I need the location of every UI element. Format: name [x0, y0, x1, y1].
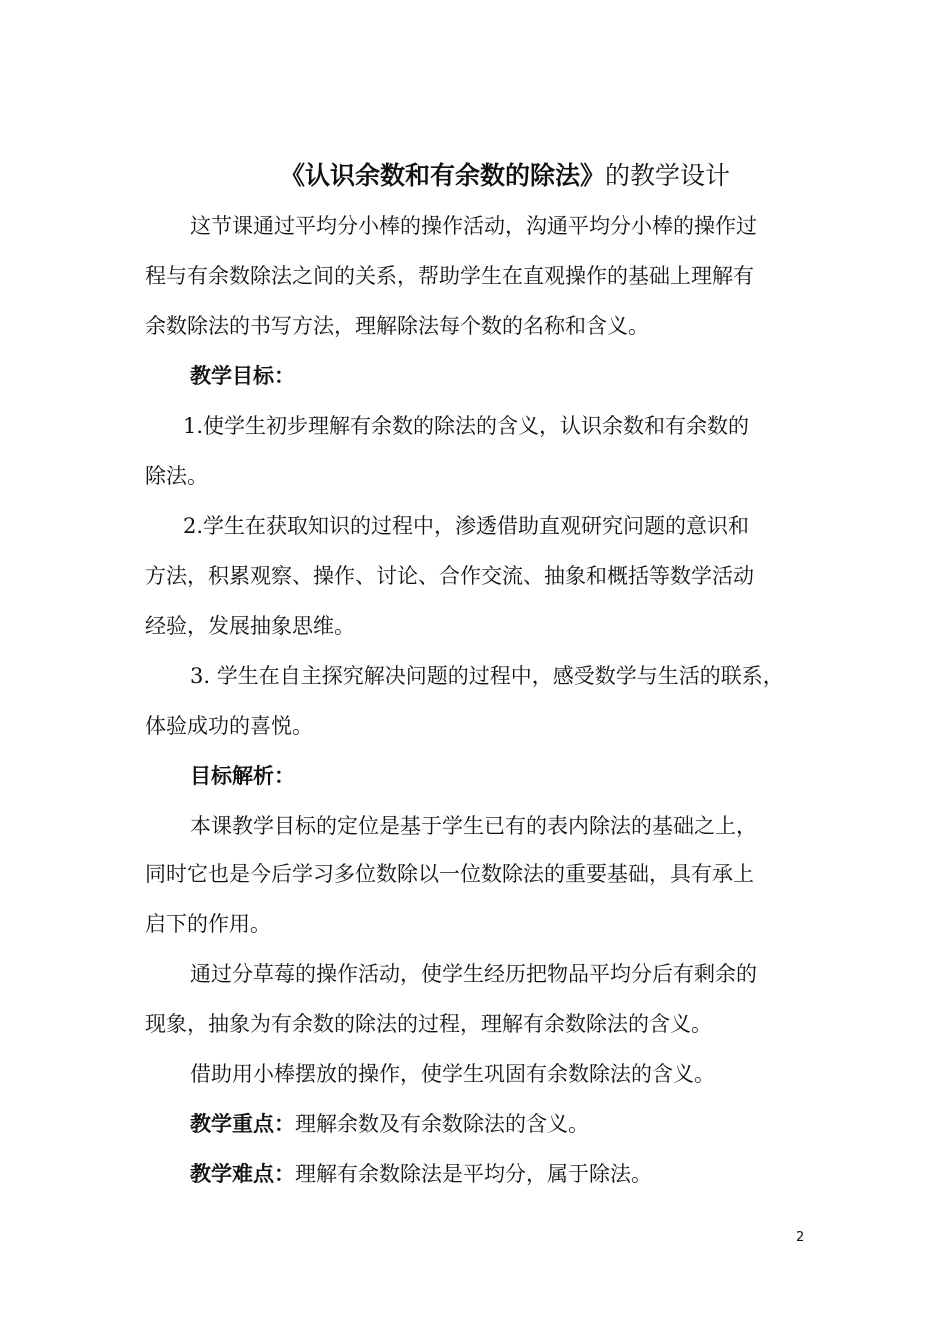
goal-2-line-2: 方法，积累观察、操作、讨论、合作交流、抽象和概括等数学活动 — [145, 564, 754, 588]
difficulty — [190, 1158, 652, 1190]
analysis-para2-line-2: 现象，抽象为有余数的除法的过程，理解有余数除法的含义。 — [145, 1012, 712, 1036]
goal-2-line-1: 2.学生在获取知识的过程中，渗透借助直观研究问题的意识和 — [183, 514, 750, 538]
analysis-para1-line-1: 本课教学目标的定位是基于学生已有的表内除法的基础之上， — [190, 814, 757, 838]
goals-heading: 教学目标： — [190, 363, 295, 388]
key-point-text: 理解余数及有余数除法的含义。 — [295, 1112, 589, 1136]
difficulty-label: 教学难点： — [190, 1161, 295, 1186]
document-title — [0, 156, 950, 196]
page-number: 2 — [796, 1230, 805, 1245]
goal-2-line-3: 经验，发展抽象思维。 — [145, 614, 355, 638]
key-point — [190, 1108, 589, 1140]
analysis-para1-line-3: 启下的作用。 — [145, 912, 271, 936]
goal-1-line-1: 1.使学生初步理解有余数的除法的含义，认识余数和有余数的 — [183, 414, 750, 438]
analysis-para2-line-1: 通过分草莓的操作活动，使学生经历把物品平均分后有剩余的 — [190, 962, 757, 986]
key-point-label: 教学重点： — [190, 1111, 295, 1136]
difficulty-text: 理解有余数除法是平均分，属于除法。 — [295, 1162, 652, 1186]
intro-line-3: 余数除法的书写方法，理解除法每个数的名称和含义。 — [145, 314, 649, 338]
intro-line-2: 程与有余数除法之间的关系，帮助学生在直观操作的基础上理解有 — [145, 264, 754, 288]
title-suffix: 的教学设计 — [605, 161, 731, 190]
goal-1-line-2: 除法。 — [145, 464, 208, 488]
analysis-para1-line-2: 同时它也是今后学习多位数除以一位数除法的重要基础，具有承上 — [145, 862, 754, 886]
intro-line-1: 这节课通过平均分小棒的操作活动，沟通平均分小棒的操作过 — [190, 214, 757, 238]
analysis-heading: 目标解析： — [190, 763, 295, 788]
goal-3-line-2: 体验成功的喜悦。 — [145, 714, 313, 738]
goal-3-line-1: 3. 学生在自主探究解决问题的过程中，感受数学与生活的联系， — [190, 664, 784, 688]
analysis-para3: 借助用小棒摆放的操作，使学生巩固有余数除法的含义。 — [190, 1062, 715, 1086]
title-book-name: 《认识余数和有余数的除法》 — [279, 161, 605, 190]
